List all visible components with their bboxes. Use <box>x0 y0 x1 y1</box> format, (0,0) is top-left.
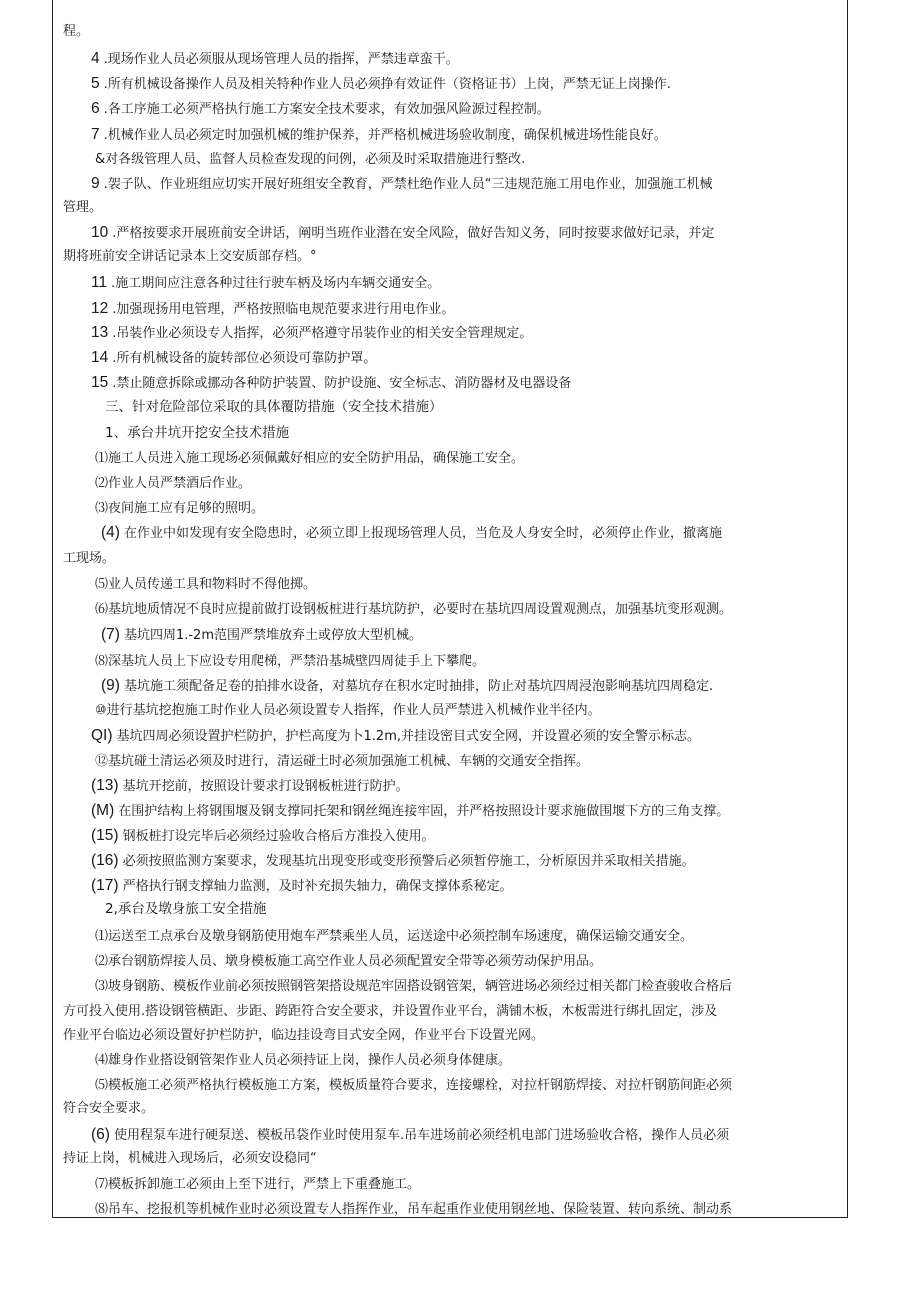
text-line: 12 .加强现扬用电管理，严格按照临电规范要求进行用电作业。 <box>91 300 455 317</box>
text-line: ⑶坡身钢筋、模板作业前必须按照钢管架搭设规范牢固搭设钢管架，辆管进场必须经过相关都门检查骏收合格后 <box>95 979 733 994</box>
text-line: ⑫基坑碰土清运必须及时进行，清运碰土时必须加强施工机械、车辆的交通安全指挥。 <box>95 754 590 769</box>
text-line: (9) 基坑施工须配备足卷的拍排水设备，对墓坑存在积水定时抽排，防止对基坑四周浸泡影响基坑四周稳定. <box>101 677 714 694</box>
line-number: (6) <box>91 1126 110 1143</box>
text-line: 期将班前安全讲话记录本上交安质部存档。° <box>63 249 317 264</box>
text-line: 9 .袈子队、作业班组应切实开展好班组安全教育，严禁杜绝作业人员“三违规范施工用电作业，加强施工机械 <box>91 175 713 192</box>
text-line: (16) 必须按照监测方案要求，发现基坑出现变形或变形预警后必须暂停施工，分析原因并采取相关措施。 <box>91 852 695 869</box>
line-number: 15 <box>91 374 109 391</box>
text-line: ⑴运送至工点承台及墩身钢筋使用炮车严禁乘坐人员，运送途中必须控制车场速度，确保运输交通安全。 <box>95 929 694 944</box>
text-line: ⑵作业人员严禁酒后作业。 <box>95 476 252 491</box>
line-number: (13) <box>91 777 119 794</box>
text-line: QI) 基坑四周必须设置护栏防护，护栏高度为卜1.2m,并挂设密目式安全网，并设置必须的安全警示标志。 <box>91 727 701 744</box>
text-line: 程。 <box>63 24 90 39</box>
text-line: 13 .吊装作业必须设专人指挥，必须严格遵守吊装作业的相关安全管理规定。 <box>91 324 533 341</box>
line-number: 6 <box>91 100 100 117</box>
text-line: ⑻吊车、挖报机等机械作业时必须设置专人指挥作业，吊车起重作业使用钢丝地、保险装置、转向系统、制动系 <box>95 1202 733 1217</box>
text-line: ⑩进行基坑挖抱施工时作业人员必须设置专人指挥，作业人员严禁进入机械作业半径内。 <box>95 703 601 718</box>
text-line: (13) 基坑开挖前，按照设计要求打设钢板桩进行防护。 <box>91 777 409 794</box>
text-line: ⑺模板拆卸施工必须由上至下进行，严禁上下重叠施工。 <box>95 1177 421 1192</box>
text-line: 10 .严格按要求开展班前安全讲话，阐明当班作业潜在安全风险，做好告知义务，同时按要求做好记录，并定 <box>91 224 715 241</box>
line-number: 7 <box>91 126 100 143</box>
line-number: (15) <box>91 827 119 844</box>
text-line: (4) 在作业中如发现有安全隐患时，必须立即上报现场管理人员，当危及人身安全时，必须停止作业，撤离施 <box>101 524 722 541</box>
text-line: (M) 在围护结构上将钢围堰及钢支撑同托架和钢丝绳连接牢固，并严格按照设计要求施做围堰下方的三角支撑。 <box>91 802 730 819</box>
text-line: ⑴施工人员进入施工现场必须佩戴好相应的安全防护用品，确保施工安全。 <box>95 451 525 466</box>
line-number: 10 <box>91 224 109 241</box>
text-line: 4 .现场作业人员必须服从现场管理人员的指挥，严禁违章蛮干。 <box>91 50 459 67</box>
line-number: 11 <box>91 274 108 291</box>
line-number: (17) <box>91 877 119 894</box>
line-number: 5 <box>91 75 100 92</box>
text-line: 作业平台临边必须设置好护栏防护，临边挂设弯目式安全网，作业平台下设置光网。 <box>63 1028 545 1043</box>
line-number: QI) <box>91 727 113 744</box>
line-number: (7) <box>101 626 120 643</box>
text-line: 持证上岗，机械进入现场后，必须安设稳同“ <box>63 1151 317 1166</box>
text-line: 7 .机械作业人员必须定时加强机械的维护保养，并严格机械进场验收制度，确保机械进场性能良好。 <box>91 126 667 143</box>
text-line: (7) 基坑四周1.-2m范围严禁堆放弃土或停放大型机械。 <box>101 626 422 643</box>
text-line: 管理。 <box>63 200 103 215</box>
text-line: ⑵承台钢筋焊接人员、墩身模板施工高空作业人员必须配置安全带等必须劳动保护用品。 <box>95 954 603 969</box>
text-line: &对各级管理人员、监督人员检查发现的问例，必须及时采取措施进行整改. <box>95 152 526 167</box>
text-line: (15) 钢板桩打设完毕后必须经过验收合格后方准投入使用。 <box>91 827 435 844</box>
line-number: (9) <box>101 677 120 694</box>
text-line: (6) 使用程泵车进行硬泵送、模板吊袋作业时使用泵车.吊车进场前必须经机电部门进场验收合格，操作人员必须 <box>91 1126 730 1143</box>
text-line: 符合安全要求。 <box>63 1101 155 1116</box>
text-line: 工现场。 <box>63 551 116 566</box>
line-number: 12 <box>91 300 109 317</box>
subsection-heading: 1、承台井坑开挖安全技术措施 <box>105 425 290 441</box>
text-line: 方可投入使用.搭设钢管横距、步距、跨距符合安全要求，并设置作业平台，满铺木板，木板需进行绑扎固定，涉及 <box>63 1004 718 1019</box>
line-number: 9 <box>91 175 100 192</box>
text-line: ⑻深基坑人员上下应设专用爬梯，严禁沿基城壁四周徒手上下攀爬。 <box>95 654 486 669</box>
line-number: (4) <box>101 524 120 541</box>
text-line: ⑷雄身作业搭设钢管架作业人员必须持证上岗，操作人员必须身体健康。 <box>95 1053 512 1068</box>
text-line: (17) 严格执行钢支撑轴力监测，及时补充损失轴力，确保支撑体系秘定。 <box>91 877 513 894</box>
text-line: 14 .所有机械设备的旋转部位必须设可靠防护罩。 <box>91 349 377 366</box>
line-number: (16) <box>91 852 119 869</box>
text-line: ⑹基坑地质情况不良时应提前做打设钢板桩进行基坑防护，必要时在基坑四周设置观测点，加强基坑变形观测。 <box>95 602 733 617</box>
section-heading: 三、针对危险部位采取的具体覆防措施（安全技术措施） <box>105 399 443 415</box>
text-line: 6 .各工序施工必须严格执行施工方案安全技术要求，有效加强风险源过程控制。 <box>91 100 550 117</box>
text-line: ⑸模板施工必须严格执行模板施工方案，模板质量符合要求，连接螺栓，对拉杆钢筋焊接、对拉杆钢筋间距必须 <box>95 1078 733 1093</box>
text-line: 11 .施工期间应注意各种过往行驶车柄及场内车辆交通安全。 <box>91 274 441 291</box>
line-number: 14 <box>91 349 109 366</box>
text-line: ⑸业人员传递工具和物料时不得他掷。 <box>95 577 317 592</box>
text-line: 5 .所有机械设备操作人员及相关特种作业人员必须挣有效证件（资格证书）上岗，严禁无证上岗操作. <box>91 75 671 92</box>
line-number: 4 <box>91 50 100 67</box>
text-line: ⑶夜间施工应有足够的照明。 <box>95 501 265 516</box>
text-line: 15 .禁止随意拆除或挪动各种防护装置、防护设施、安全标志、消防器材及电器设备 <box>91 374 572 391</box>
line-number: 13 <box>91 324 109 341</box>
subsection-heading: 2,承台及墩身旅工安全措施 <box>105 901 267 917</box>
line-number: (M) <box>91 802 115 819</box>
document-table-frame <box>52 0 848 1218</box>
